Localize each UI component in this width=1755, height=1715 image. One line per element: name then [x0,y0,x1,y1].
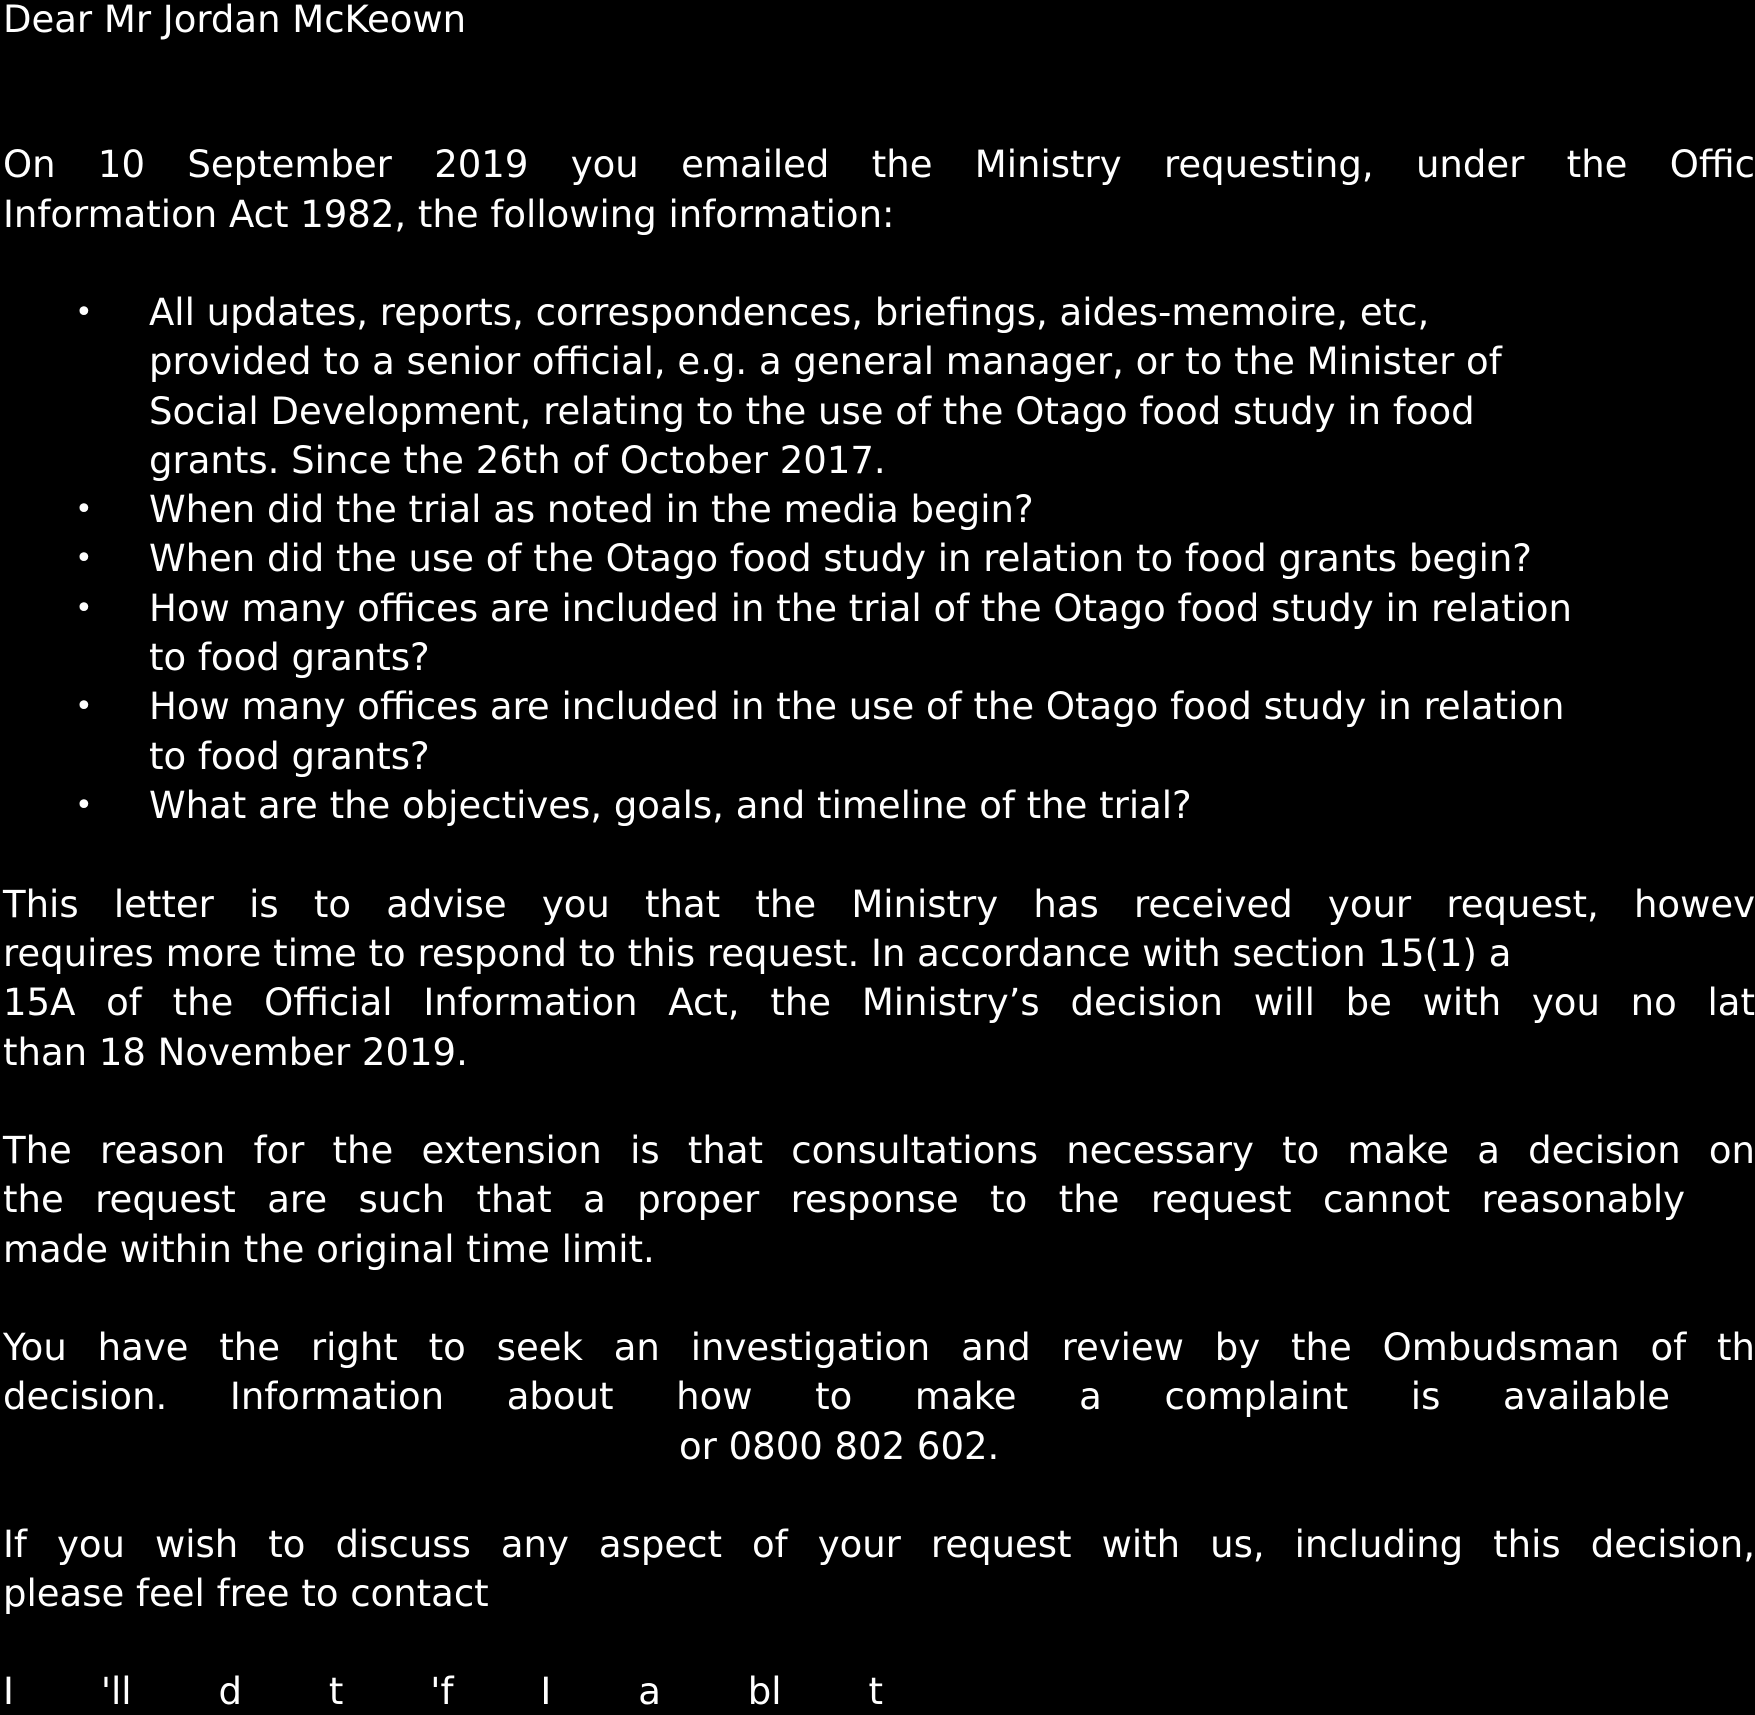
bullet-marker: • [75,492,93,528]
advice-line-2: requires more time to respond to this request. In accordance with section 15(1) a [3,932,1512,975]
bullet-marker: • [75,787,93,823]
request-list [3,288,1703,830]
bullet-marker: • [75,590,93,626]
ombudsman-line-2: decision. Information about how to make a complaint is available [3,1375,1670,1418]
ombudsman-line-1: You have the right to seek an investigation and review by the Ombudsman of th [3,1326,1755,1369]
request-item [3,485,1703,534]
letter-page [3,0,1755,1713]
advice-line-3: 15A of the Official Information Act, the Ministry’s decision will be with you no lat [3,981,1755,1024]
request-text: When did the trial as noted in the media begin? [149,488,1034,532]
request-item [3,584,1703,683]
partial-cutoff-line: I 'll d t 'f I a bl t [3,1670,883,1713]
request-text: What are the objectives, goals, and timeline of the trial? [149,783,1192,827]
reason-line-2: the request are such that a proper response to the request cannot reasonably [3,1178,1685,1221]
intro-line-2: Information Act 1982, the following information: [3,193,895,236]
advice-line-4: than 18 November 2019. [3,1031,468,1074]
contact-line-1: If you wish to discuss any aspect of your request with us, including this decision, [3,1523,1755,1566]
request-text: How many offices are included in the use of the Otago food study in relation to food grants? [149,685,1565,778]
bullet-marker: • [75,295,93,330]
request-item [3,781,1703,830]
bullet-marker: • [75,541,93,577]
salutation: Dear Mr Jordan McKeown [3,0,467,41]
reason-line-1: The reason for the extension is that consultations necessary to make a decision on [3,1129,1755,1172]
request-text: When did the use of the Otago food study in relation to food grants begin? [149,537,1532,581]
ombudsman-line-3: or 0800 802 602. [679,1425,1000,1468]
reason-line-3: made within the original time limit. [3,1228,655,1271]
request-item [3,534,1703,583]
request-text: How many offices are included in the trial of the Otago food study in relation to food grants? [149,586,1572,680]
request-item [3,288,1703,485]
bullet-marker: • [75,689,93,725]
request-text: All updates, reports, correspondences, briefings, aides-memoire, etc, provided to a senior official, e.g. a general manager, or to the Minister of Social Development, relating to the use of the Otago food study in food grants. Since the 26th of October 2017. [149,291,1502,482]
advice-line-1: This letter is to advise you that the Ministry has received your request, howev [3,883,1755,926]
request-item [3,682,1703,781]
contact-line-2: please feel free to contact [3,1572,489,1615]
intro-line-1: On 10 September 2019 you emailed the Ministry requesting, under the Offic [3,143,1755,186]
